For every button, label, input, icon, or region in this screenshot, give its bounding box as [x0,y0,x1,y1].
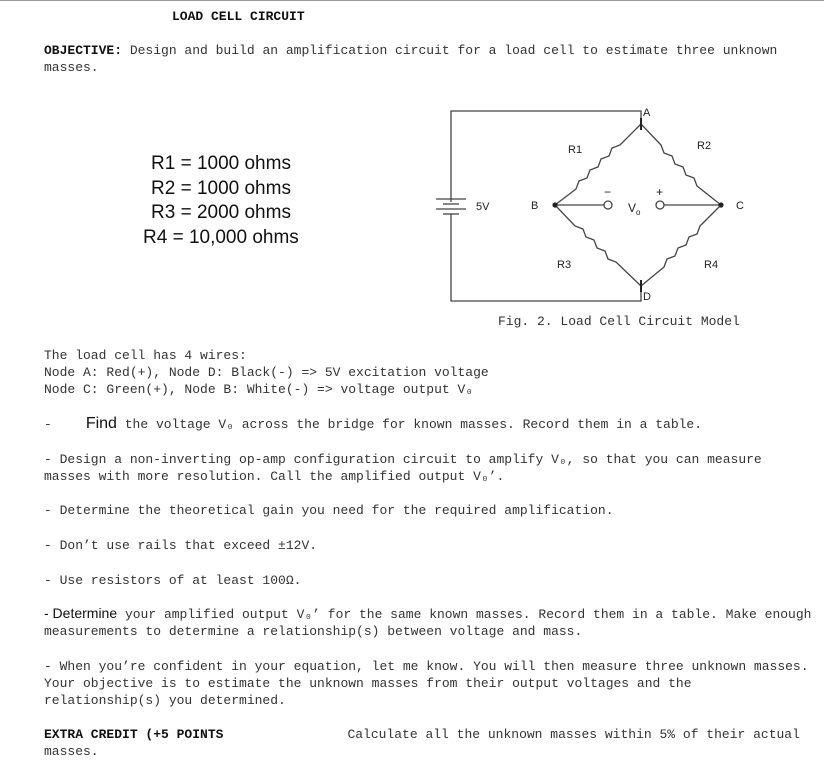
node-c-label: C [736,200,744,212]
vo-label: V [628,201,637,215]
node-d-label: D [643,291,651,303]
objective-label: OBJECTIVE: [44,43,123,58]
resistor-r1-symbol [555,124,641,205]
minus-sign: − [604,185,612,199]
node-b-dot [552,202,557,207]
task-confident: - When you’re confident in your equation, let me know. You will then measure three unknown masses. Your objective is to estimate the unknown masses from their output voltages and the relationship(s) you determined. [44,659,809,708]
node-b-label: B [531,200,539,212]
task-rails: - Don’t use rails that exceed ±12V. [44,538,318,553]
resistor-r4-label: R4 [704,259,719,271]
wire-top [451,111,641,202]
task-determine-word: - Determine [44,605,118,621]
resistor-r4-value: R4 = 10,000 ohms [143,226,299,248]
resistor-r3-value: R3 = 2000 ohms [151,202,291,223]
task-find-dash: - [44,417,52,432]
figure-caption: Fig. 2. Load Cell Circuit Model [498,314,740,329]
task-resistors: - Use resistors of at least 100Ω. [44,573,302,588]
task-design: - Design a non-inverting op-amp configuration circuit to amplify V₀, so that you can measure masses with more resolution. Call the amplified output V₀’. [44,452,762,484]
resistor-r3-label: R3 [557,259,572,271]
node-c-dot [718,202,723,207]
wires-description [44,347,489,398]
task-find-word: Find [85,415,117,432]
resistor-r4-symbol [641,205,721,286]
vo-subscript: o [636,208,641,217]
source-label: 5V [476,201,490,213]
terminal-minus [604,201,612,209]
extra-credit-text: Calculate all the unknown masses within 5% of their actual masses. [44,727,800,759]
page-title: LOAD CELL CIRCUIT [172,9,305,24]
extra-credit [44,726,814,760]
task-determine-text: your amplified output V₀’ for the same known masses. Record them in a table. Make enough measurements to determine a relationship(s) between voltage and mass. [44,607,812,639]
node-a-label: A [643,107,651,119]
terminal-plus [656,201,664,209]
resistor-r3-symbol [555,205,641,286]
wires-line-2: Node A: Red(+), Node D: Black(-) => 5V excitation voltage [44,365,489,380]
resistor-r2-symbol [641,124,721,205]
objective-text: Design and build an amplification circuit for a load cell to estimate three unknown masses. [44,43,778,75]
resistor-r2-label: R2 [697,140,712,152]
plus-sign: + [656,185,664,199]
task-determine [44,605,814,640]
resistor-r2-value: R2 = 1000 ohms [151,177,291,199]
wire-bottom [451,214,641,301]
wires-line-3: Node C: Green(+), Node B: White(-) => voltage output V₀ [44,382,474,397]
extra-credit-label: EXTRA CREDIT (+5 POINTS [44,727,224,742]
task-find-text: the voltage V₀ across the bridge for known masses. Record them in a table. [116,417,703,432]
task-gain: - Determine the theoretical gain you need for the required amplification. [44,503,614,518]
resistor-r1-label: R1 [568,144,583,156]
task-find [44,415,814,433]
wires-line-1: The load cell has 4 wires: [44,348,247,363]
load-cell-circuit-diagram [0,0,824,340]
resistor-r1-value: R1 = 1000 ohms [151,153,291,174]
